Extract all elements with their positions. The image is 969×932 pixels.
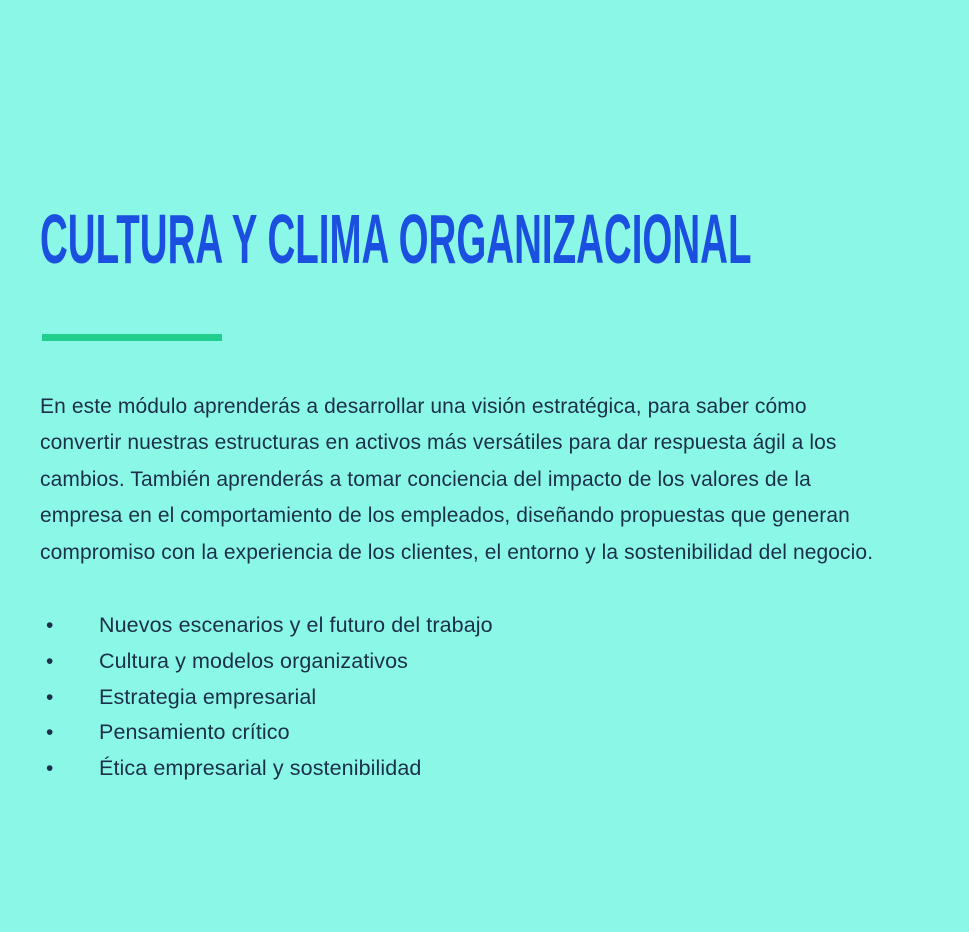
list-item-label: Cultura y modelos organizativos xyxy=(99,648,409,673)
intro-line: cambios. También aprenderás a tomar conciencia del impacto de los valores de la xyxy=(40,467,811,491)
bullet-dot-icon: • xyxy=(46,649,54,673)
list-item xyxy=(40,715,493,751)
topics-list xyxy=(40,608,493,787)
title-underline-bar xyxy=(42,334,222,341)
intro-line: convertir nuestras estructuras en activos más versátiles para dar respuesta ágil a los xyxy=(40,431,837,455)
intro-line: empresa en el comportamiento de los empleados, diseñando propuestas que generan xyxy=(40,504,850,528)
intro-line: En este módulo aprenderás a desarrollar una visión estratégica, para saber cómo xyxy=(40,395,807,418)
list-item-label: Nuevos escenarios y el futuro del trabajo xyxy=(99,613,493,637)
intro-line: compromiso con la experiencia de los clientes, el entorno y la sostenibilidad del negocio. xyxy=(40,540,874,564)
bullet-dot-icon: • xyxy=(46,721,54,745)
list-item xyxy=(40,751,493,787)
list-item xyxy=(40,608,493,644)
bullet-dot-icon: • xyxy=(46,757,54,781)
list-item xyxy=(40,644,493,680)
list-item-label: Pensamiento crítico xyxy=(99,720,290,745)
list-item-label: Estrategia empresarial xyxy=(99,684,317,709)
bullet-dot-icon: • xyxy=(46,614,54,637)
list-item-label: Ética empresarial y sostenibilidad xyxy=(99,756,422,781)
page-title: CULTURA Y CLIMA ORGANIZACIONAL xyxy=(40,200,752,278)
list-item xyxy=(40,680,493,716)
intro-paragraph xyxy=(40,389,950,571)
bullet-dot-icon: • xyxy=(46,685,54,709)
